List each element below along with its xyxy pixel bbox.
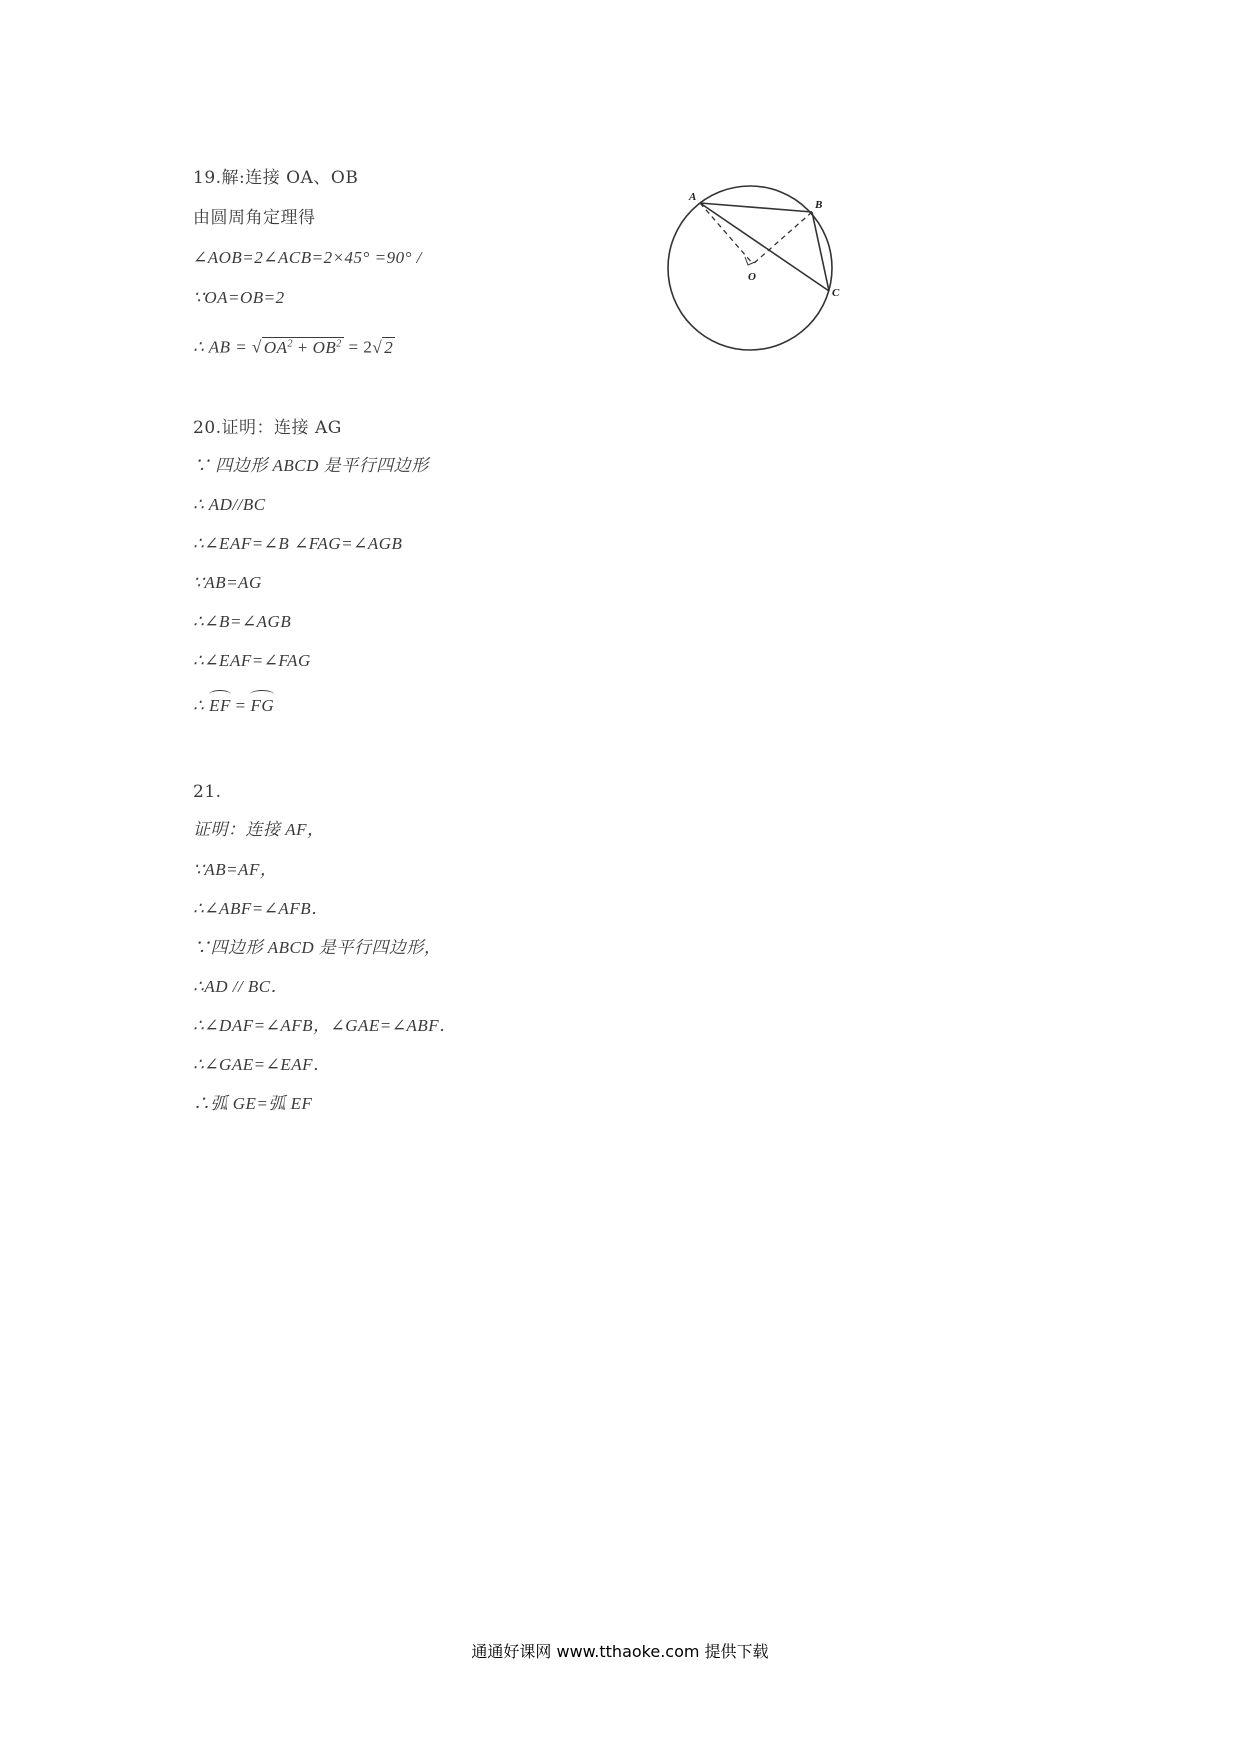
q20-line-5: ∵AB=AG [193, 573, 262, 592]
q20-line-6: ∴∠B=∠AGB [193, 612, 292, 631]
q20-line-7: ∴∠EAF=∠FAG [193, 651, 311, 670]
plus-sign: + [293, 337, 313, 357]
q19-line-2: 由圆周角定理得 [193, 208, 316, 228]
label-a: A [689, 191, 697, 203]
result-radicand: 2 [384, 337, 394, 357]
equals-sign: = [230, 696, 251, 715]
segment-ab [700, 203, 812, 212]
label-c: C [832, 287, 840, 299]
q21-line-6: ∴∠DAF=∠AFB，∠GAE=∠ABF． [193, 1016, 457, 1035]
result-sqrt: √ 2 [372, 337, 394, 357]
circle-figure [665, 180, 865, 360]
arc-fg: FG [250, 690, 274, 717]
arc-ef: EF [209, 690, 231, 717]
q19-line-5-prefix: ∴ AB = [193, 337, 252, 357]
q19-line-5 [193, 333, 395, 359]
radicand-ob: OB [312, 337, 337, 357]
q19-line-1: 19.解:连接 OA、OB [193, 168, 359, 188]
q21-line-1: 证明：连接 AF， [193, 820, 325, 839]
q21-line-4: ∵四边形 ABCD 是平行四边形， [193, 938, 442, 957]
q20-line-8 [193, 690, 274, 717]
q20-line-1: 20.证明：连接 AG [193, 418, 342, 438]
label-o: O [748, 271, 756, 283]
segment-bc [812, 212, 829, 291]
therefore-symbol: ∴ [193, 696, 205, 715]
q20-line-4: ∴∠EAF=∠B ∠FAG=∠AGB [193, 534, 403, 553]
radicand-oa: OA [263, 337, 288, 357]
q19-line-3: ∠AOB=2∠ACB=2×45° =90° / [193, 248, 422, 267]
segment-ac [700, 203, 829, 291]
circle-outline [668, 186, 832, 350]
radius-ob [753, 212, 812, 264]
exponent-b: 2 [336, 338, 342, 349]
q20-line-3: ∴ AD//BC [193, 495, 266, 514]
sqrt-expression: √ $OA^2 + OB^2$ [252, 337, 342, 357]
q20-line-2: ∵ 四边形 ABCD 是平行四边形 [193, 456, 429, 475]
exponent-a: 2 [287, 338, 294, 349]
label-b: B [815, 199, 823, 211]
q19-line-4: ∵OA=OB=2 [193, 288, 285, 307]
q21-line-3: ∴∠ABF=∠AFB． [193, 899, 329, 918]
q21-line-7: ∴∠GAE=∠EAF． [193, 1055, 331, 1074]
q21-line-5: ∴AD // BC． [193, 977, 289, 996]
q19-result: = 2 [343, 337, 373, 357]
q21-line-8: ∴弧 GE=弧 EF [193, 1094, 313, 1113]
q21-number: 21. [193, 782, 222, 802]
footer-text: 通通好课网 www.tthaoke.com 提供下载 [471, 1642, 769, 1661]
q21-line-2: ∵AB=AF， [193, 860, 278, 879]
